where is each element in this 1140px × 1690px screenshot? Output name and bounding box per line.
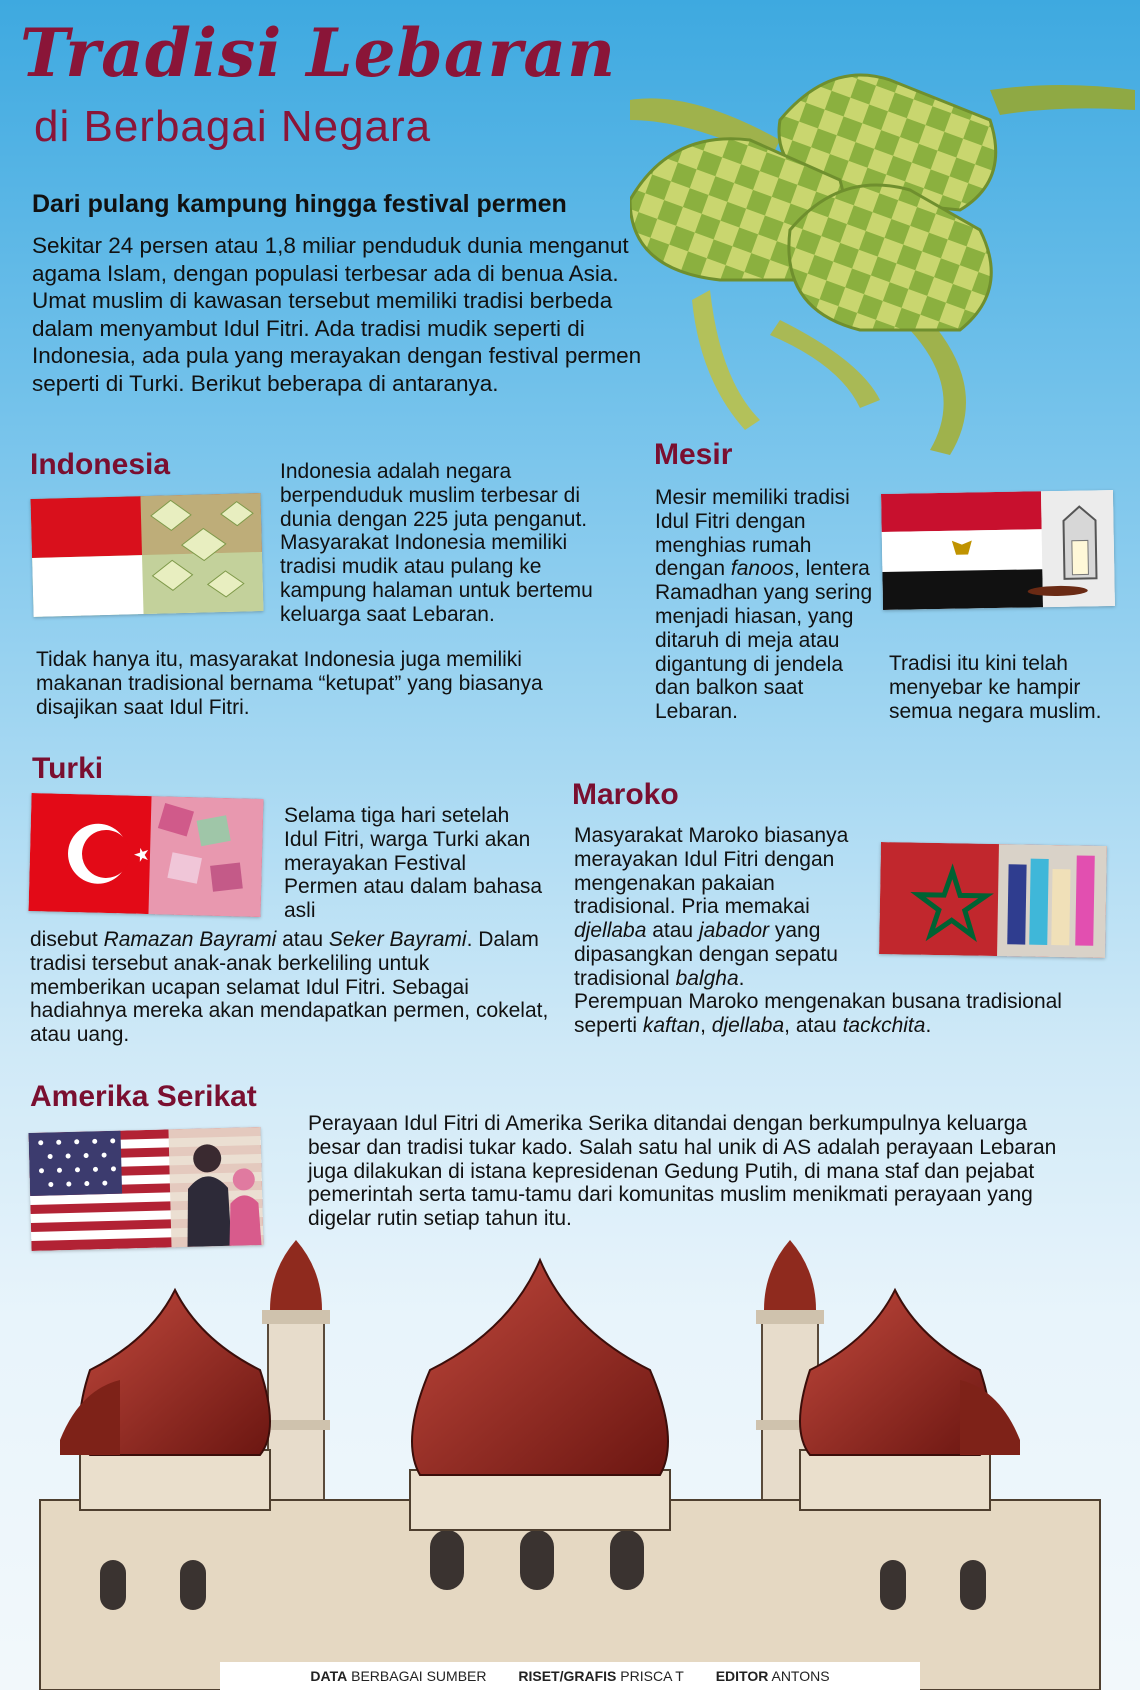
maroko-text-2: Perempuan Maroko mengenakan busana tradisional seperti kaftan, djellaba, atau tackchita. [574, 990, 1062, 1037]
intro-paragraph: Sekitar 24 persen atau 1,8 miliar penduduk dunia menganut agama Islam, dengan populasi terbesar ada di benua Asia. Umat muslim di kawasan tersebut memiliki tradisi berbeda dalam menyambut Idul Fitri. Ada tradisi mudik seperti di Indonesia, ada pula yang merayakan dengan festival permen seperti di Turki. Berikut beberapa di antaranya. [32, 233, 642, 396]
turki-text-2: disebut Ramazan Bayrami atau Seker Bayrami. Dalam tradisi tersebut anak-anak berkeliling untuk memberikan ucapan selamat Idul Fitri. Sebagai hadiahnya mereka akan mendapatkan permen, cokelat, atau uang. [30, 928, 549, 1047]
section-title-indonesia: Indonesia [30, 448, 171, 481]
credit-riset: RISET/GRAFIS PRISCA T [518, 1668, 684, 1684]
mesir-text-2: Tradisi itu kini telah menyebar ke hampir semua negara muslim. [889, 652, 1102, 723]
section-title-maroko: Maroko [572, 778, 679, 811]
turkey-flag-photo [28, 793, 263, 917]
intro-heading: Dari pulang kampung hingga festival permen [32, 190, 567, 218]
ketupat-illustration [630, 60, 1140, 460]
turki-text-1: Selama tiga hari setelah Idul Fitri, warga Turki akan merayakan Festival Permen atau dalam bahasa asli [284, 804, 542, 923]
section-title-amerika: Amerika Serikat [30, 1080, 257, 1113]
credits-bar [220, 1662, 920, 1690]
page-title: Tradisi Lebaran [20, 14, 617, 92]
indonesia-text-1: Indonesia adalah negara berpenduduk muslim terbesar di dunia dengan 225 juta penganut. Masyarakat Indonesia memiliki tradisi mudik atau pulang ke kampung halaman untuk bertemu keluarga saat Lebaran. [280, 460, 593, 626]
section-title-turki: Turki [32, 752, 104, 785]
mosque-illustration [0, 1230, 1140, 1690]
section-title-mesir: Mesir [654, 438, 733, 471]
maroko-text-1: Masyarakat Maroko biasanya merayakan Idul Fitri dengan mengenakan pakaian tradisional. Pria memakai djellaba atau jabador yang dipasangkan dengan sepatu tradisional balgha. [574, 824, 849, 990]
egypt-flag-photo [881, 490, 1115, 610]
page-subtitle: di Berbagai Negara [34, 102, 432, 151]
credit-data: DATA BERBAGAI SUMBER [310, 1668, 487, 1684]
indonesia-flag-photo [30, 493, 263, 617]
indonesia-text-2: Tidak hanya itu, masyarakat Indonesia juga memiliki makanan tradisional bernama “ketupat” yang biasanya disajikan saat Idul Fitri. [36, 648, 543, 719]
amerika-text: Perayaan Idul Fitri di Amerika Serika ditandai dengan berkumpulnya keluarga besar dan tradisi tukar kado. Salah satu hal unik di AS adalah perayaan Lebaran juga dilakukan di istana kepresidenan Gedung Putih, di mana staf dan pejabat pemerintah serta tamu-tamu dari komunitas muslim menikmati perayaan yang digelar rutin setiap tahun itu. [308, 1112, 1057, 1231]
mesir-text-1: Mesir memiliki tradisi Idul Fitri dengan menghias rumah dengan fanoos, lentera Ramadhan yang sering menjadi hiasan, yang ditaruh di meja atau digantung di jendela dan balkon saat Lebaran. [655, 486, 873, 724]
morocco-flag-photo [879, 842, 1107, 958]
credit-editor: EDITOR ANTONS [715, 1668, 830, 1684]
